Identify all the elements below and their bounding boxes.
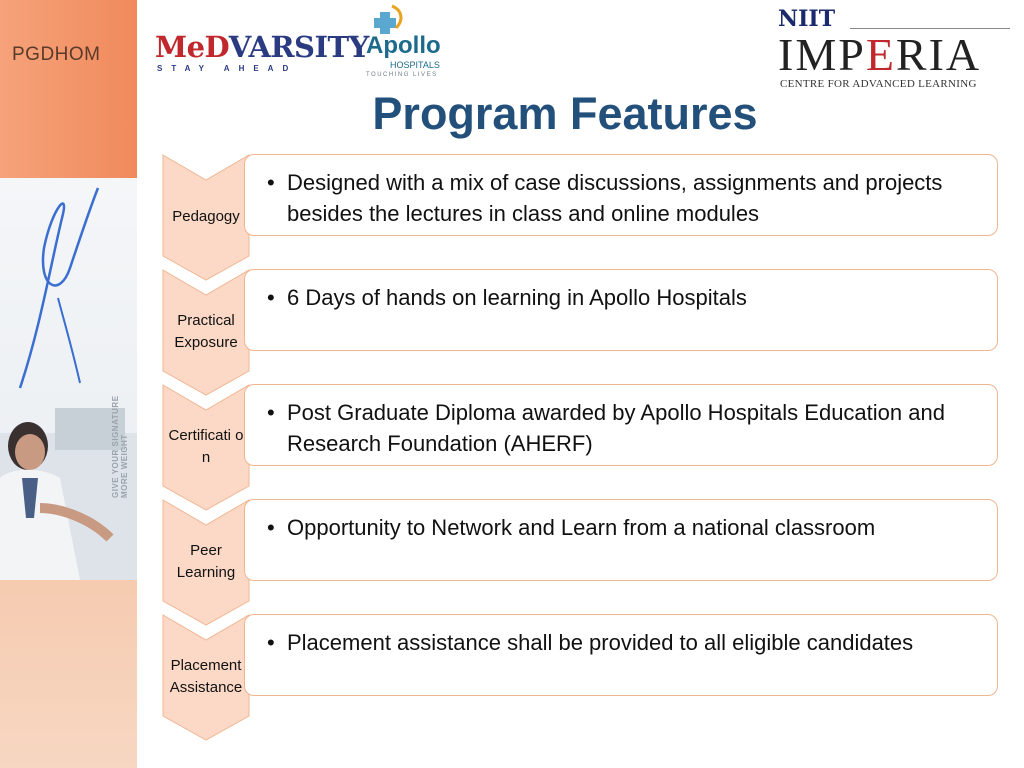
feature-label: Certificati on bbox=[168, 427, 244, 466]
feature-text: • Placement assistance shall be provided to all eligible candidates bbox=[265, 627, 975, 658]
feature-box bbox=[244, 269, 998, 351]
feature-row bbox=[162, 154, 1000, 264]
niit-imperia-logo bbox=[778, 6, 1010, 92]
feature-row bbox=[162, 614, 1000, 724]
medvarsity-tagline: STAY AHEAD bbox=[157, 64, 298, 73]
medvarsity-wordmark-part1: MeD bbox=[155, 30, 229, 64]
sidebar-header-band bbox=[0, 0, 137, 178]
feature-box bbox=[244, 499, 998, 581]
medvarsity-wordmark-part2: VARSITY bbox=[228, 30, 369, 64]
feature-row bbox=[162, 384, 1000, 494]
imperia-wordmark-c: RIA bbox=[895, 29, 982, 80]
feature-label: Practical Exposure bbox=[174, 312, 238, 351]
feature-text: • Designed with a mix of case discussions, assignments and projects besides the lectures in class and online modules bbox=[265, 167, 975, 229]
sidebar-tagline: GIVE YOUR SIGNATURE MORE WEIGHT bbox=[111, 395, 129, 498]
feature-row bbox=[162, 269, 1000, 379]
feature-text: • 6 Days of hands on learning in Apollo Hospitals bbox=[265, 282, 975, 313]
feature-label: Pedagogy bbox=[172, 208, 240, 225]
niit-brand: NIIT bbox=[778, 6, 836, 32]
left-sidebar bbox=[0, 0, 137, 768]
imperia-wordmark-b: E bbox=[865, 29, 896, 80]
medvarsity-logo bbox=[155, 30, 369, 76]
feature-text: • Opportunity to Network and Learn from a national classroom bbox=[265, 512, 975, 543]
feature-row bbox=[162, 499, 1000, 609]
feature-box bbox=[244, 614, 998, 696]
feature-box bbox=[244, 384, 998, 466]
mentor-photo-panel bbox=[0, 178, 137, 580]
imperia-wordmark bbox=[778, 28, 981, 81]
apollo-subtitle: HOSPITALS bbox=[390, 60, 440, 70]
feature-label: Placement Assistance bbox=[169, 657, 243, 696]
page-title: Program Features bbox=[372, 88, 758, 139]
feature-label: Peer Learning bbox=[176, 542, 236, 581]
apollo-wordmark: Apollo bbox=[366, 32, 441, 59]
apollo-logo bbox=[362, 4, 454, 80]
sidebar-footer-band bbox=[0, 580, 137, 768]
feature-text: • Post Graduate Diploma awarded by Apollo Hospitals Education and Research Foundation (AHERF) bbox=[265, 397, 975, 459]
program-code-label: PGDHOM bbox=[12, 44, 101, 65]
apollo-tagline: TOUCHING LIVES bbox=[366, 72, 438, 78]
imperia-subtitle: CENTRE FOR ADVANCED LEARNING bbox=[780, 78, 977, 90]
medvarsity-wordmark bbox=[155, 30, 369, 64]
feature-box bbox=[244, 154, 998, 236]
imperia-wordmark-a: IMP bbox=[778, 29, 866, 80]
